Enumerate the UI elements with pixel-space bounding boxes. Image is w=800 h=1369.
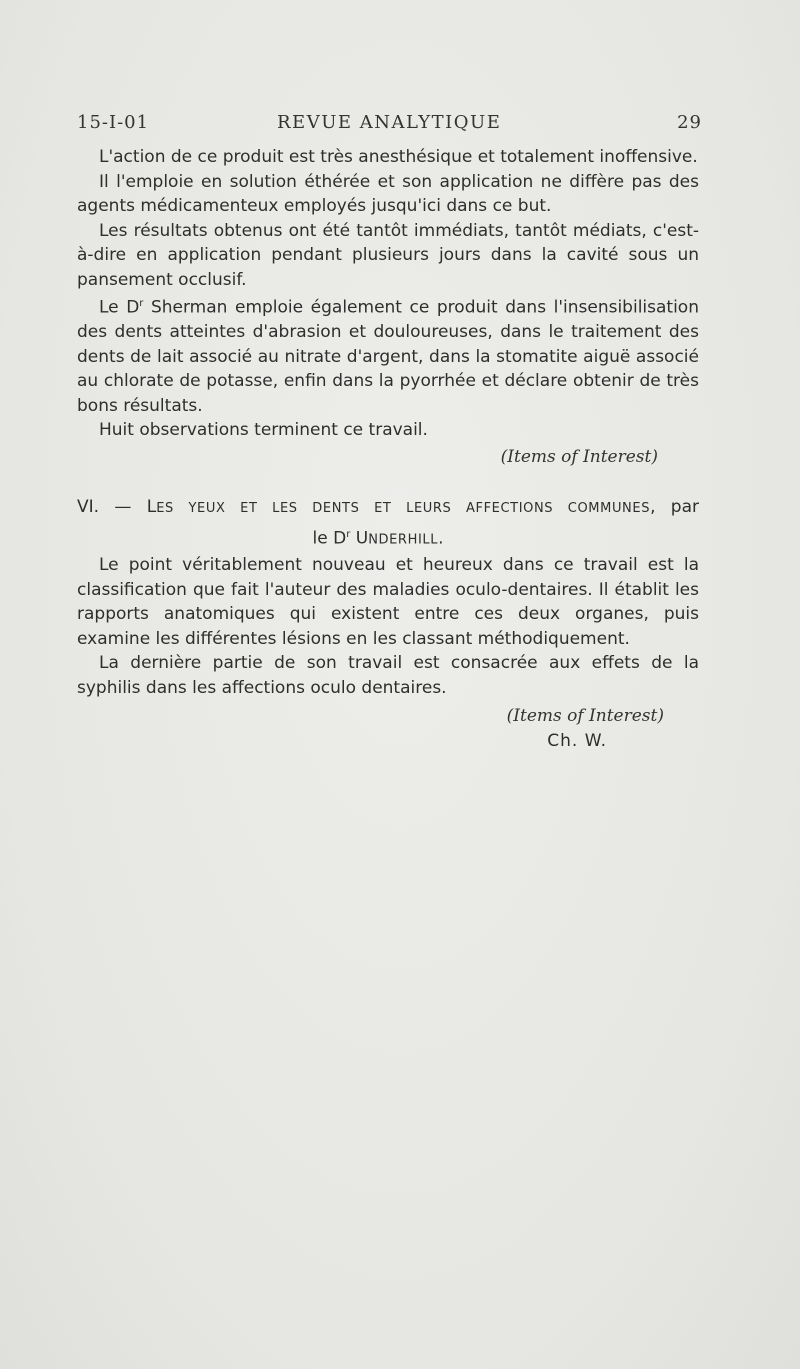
author-sup: r xyxy=(346,529,351,540)
header-date: 15-I-01 xyxy=(77,112,150,133)
section-title-end: , par xyxy=(650,497,699,517)
section-heading xyxy=(77,494,699,554)
source-citation-1: (Items of Interest) xyxy=(500,446,658,467)
paragraph-5: Huit observations terminent ce travail. xyxy=(99,420,428,441)
paragraph-1: L'action de ce produit est très anesthésique et totalement inoffensive. xyxy=(99,147,698,167)
running-head xyxy=(77,112,702,138)
paragraph-2: Il l'emploie en solution éthérée et son application ne diffère pas des agents médicamenteux employés jusqu'ici dans ce but. xyxy=(77,171,699,216)
paragraph-4-sup: r xyxy=(139,298,144,309)
section-title-line xyxy=(77,494,699,522)
author-prefix: le D xyxy=(312,528,347,549)
paragraph-4-rest: Sherman emploie également ce produit dans l'insensibilisation des dents atteintes d'abrasion et douloureuses, dans le traitement des dents de lait associé au nitrate d'argent, dans la stomatite aiguë associé au chlorate de potasse, enfin dans la pyorrhée et déclare obtenir de très bons résultats. xyxy=(77,297,699,416)
text-block-1 xyxy=(77,145,699,469)
text-block-2 xyxy=(77,553,699,753)
paragraph-4-prefix: Le D xyxy=(99,297,140,318)
header-title: REVUE ANALYTIQUE xyxy=(277,112,502,133)
paragraph-4 xyxy=(77,292,699,418)
source-citation-2: (Items of Interest) xyxy=(506,706,664,726)
section-title-cap: L xyxy=(146,497,157,517)
section-number: VI. — xyxy=(77,497,147,517)
section-author-line xyxy=(77,522,699,554)
paragraph-6: Le point véritablement nouveau et heureux dans ce travail est la classification que fait l'auteur des maladies oculo-dentaires. Il établit les rapports anatomiques qui existent entre ces deux organes, puis examine les différentes lésions en les classant méthodiquement. xyxy=(77,555,699,649)
author-cap: U xyxy=(350,528,369,549)
signature: Ch. W. xyxy=(547,730,607,751)
paragraph-7: La dernière partie de son travail est consacrée aux effets de la syphilis dans les affections oculo dentaires. xyxy=(77,653,699,698)
page-number: 29 xyxy=(677,112,702,133)
section-title-small: ES YEUX ET LES DENTS ET LEURS AFFECTIONS COMMUNES xyxy=(156,501,651,516)
author-end: . xyxy=(438,528,444,549)
author-small: NDERHILL xyxy=(368,532,439,548)
paragraph-3: Les résultats obtenus ont été tantôt immédiats, tantôt médiats, c'est-à-dire en application pendant plusieurs jours dans la cavité sous un pansement occlusif. xyxy=(77,220,699,290)
